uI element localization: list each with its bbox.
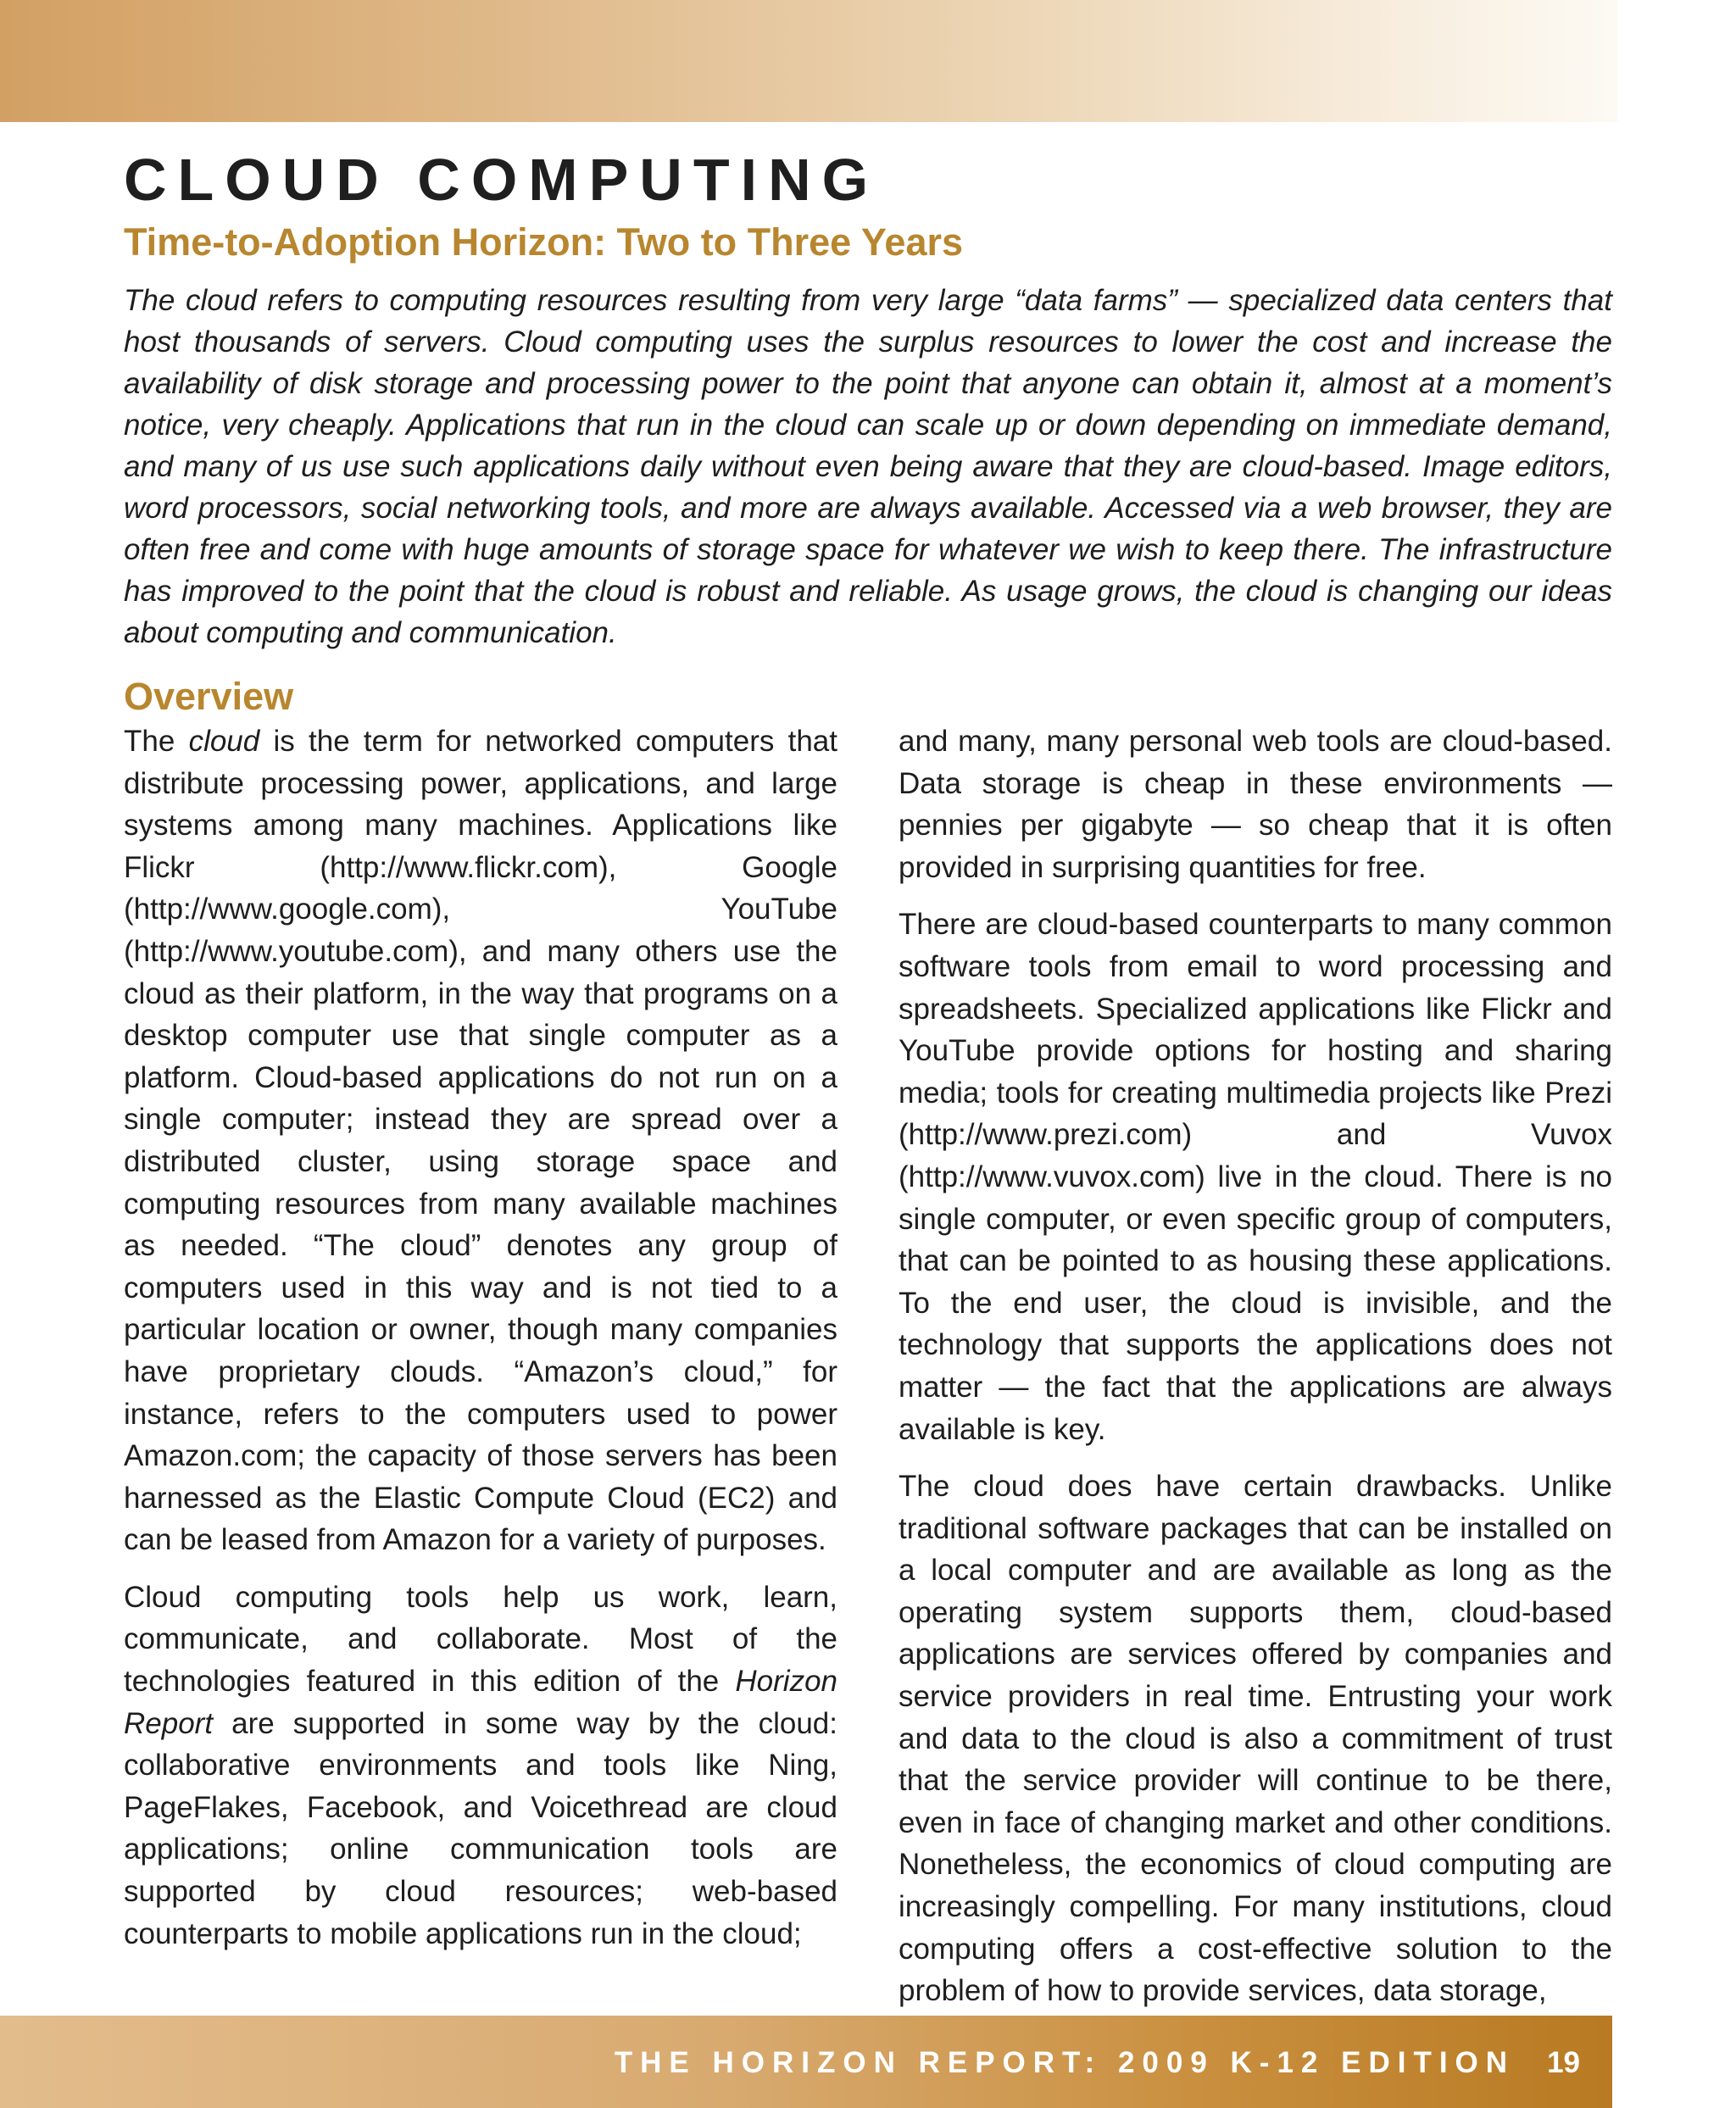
- left-column: [124, 720, 837, 1970]
- page-title: CLOUD COMPUTING: [124, 147, 880, 213]
- footer-report-title: THE HORIZON REPORT: 2009 K-12 EDITION: [614, 2046, 1516, 2079]
- overview-paragraph-2-right-part: and many, many personal web tools are cloud-based. Data storage is cheap in these environments — pennies per gigabyte — so cheap that it is often provided in surprising quantities for free.: [899, 725, 1612, 884]
- overview-heading: Overview: [124, 675, 294, 718]
- overview-paragraph-1: The cloud is the term for networked computers that distribute processing power, applications, and large systems among many machines. Applications like Flickr (http://www.flickr.com), Google (http://www.google.com), YouTube (http://www.youtube.com), and many others use the cloud as their platform, in the way that programs on a desktop computer use that single computer as a platform. Cloud-based applications do not run on a single computer; instead they are spread over a distributed cluster, using storage space and computing resources from many available machines as needed. “The cloud” denotes any group of computers used in this way and is not tied to a particular location or owner, though many companies have proprietary clouds. “Amazon’s cloud,” for instance, refers to the computers used to power Amazon.com; the capacity of those servers has been harnessed as the Elastic Compute Cloud (EC2) and can be leased from Amazon for a variety of purposes.: [124, 725, 837, 1557]
- overview-paragraph-2: Cloud computing tools help us work, learn, communicate, and collaborate. Most of the technologies featured in this edition of the Horizon Report are supported in some way by the cloud: collaborative environments and tools like Ning, PageFlakes, Facebook, and Voicethread are cloud applications; online communication tools are supported by cloud resources; web-based counterparts to mobile applications run in the cloud;: [124, 1580, 837, 1950]
- page-number: 19: [1547, 2046, 1580, 2079]
- adoption-horizon-subtitle: Time-to-Adoption Horizon: Two to Three Years: [124, 220, 964, 264]
- overview-paragraph-2-continued: [899, 720, 1612, 888]
- footer-text: [615, 2044, 1612, 2082]
- footer-band: [0, 2016, 1612, 2108]
- overview-paragraph-4: The cloud does have certain drawbacks. Unlike traditional software packages that can be installed on a local computer and are available as long as the operating system supports them, cloud-based applications are services offered by companies and service providers in real time. Entrusting your work and data to the cloud is also a commitment of trust that the service provider will continue to be there, even in face of changing market and other conditions. Nonetheless, the economics of cloud computing are increasingly compelling. For many institutions, cloud computing offers a cost-effective solution to the problem of how to provide services, data storage,: [899, 1470, 1612, 2008]
- right-column: [899, 720, 1612, 2027]
- overview-paragraph-3: There are cloud-based counterparts to many common software tools from email to word processing and spreadsheets. Specialized applications like Flickr and YouTube provide options for hosting and sharing media; tools for creating multimedia projects like Prezi (http://www.prezi.com) and Vuvox (http://www.vuvox.com) live in the cloud. There is no single computer, or even specific group of computers, that can be pointed to as housing these applications. To the end user, the cloud is invisible, and the technology that supports the applications does not matter — the fact that the applications are always available is key.: [899, 908, 1612, 1446]
- overview-paragraph-2-left-part: are supported in some way by the cloud: collaborative environments and tools like Ning, PageFlakes, Facebook, and Voicethread are cloud applications; online communication tools are supported by cloud resources; web-based counterparts to mobile applications run in the cloud;: [124, 1706, 837, 1950]
- intro-paragraph: The cloud refers to computing resources resulting from very large “data farms” — specialized data centers that host thousands of servers. Cloud computing uses the surplus resources to lower the cost and increase the availability of disk storage and processing power to the point that anyone can obtain it, almost at a moment’s notice, very cheaply. Applications that run in the cloud can scale up or down depending on immediate demand, and many of us use such applications daily without even being aware that they are cloud-based. Image editors, word processors, social networking tools, and more are always available. Accessed via a web browser, they are often free and come with huge amounts of storage space for whatever we wish to keep there. The infrastructure has improved to the point that the cloud is robust and reliable. As usage grows, the cloud is changing our ideas about computing and communication.: [124, 284, 1612, 649]
- top-decorative-band: [0, 0, 1617, 122]
